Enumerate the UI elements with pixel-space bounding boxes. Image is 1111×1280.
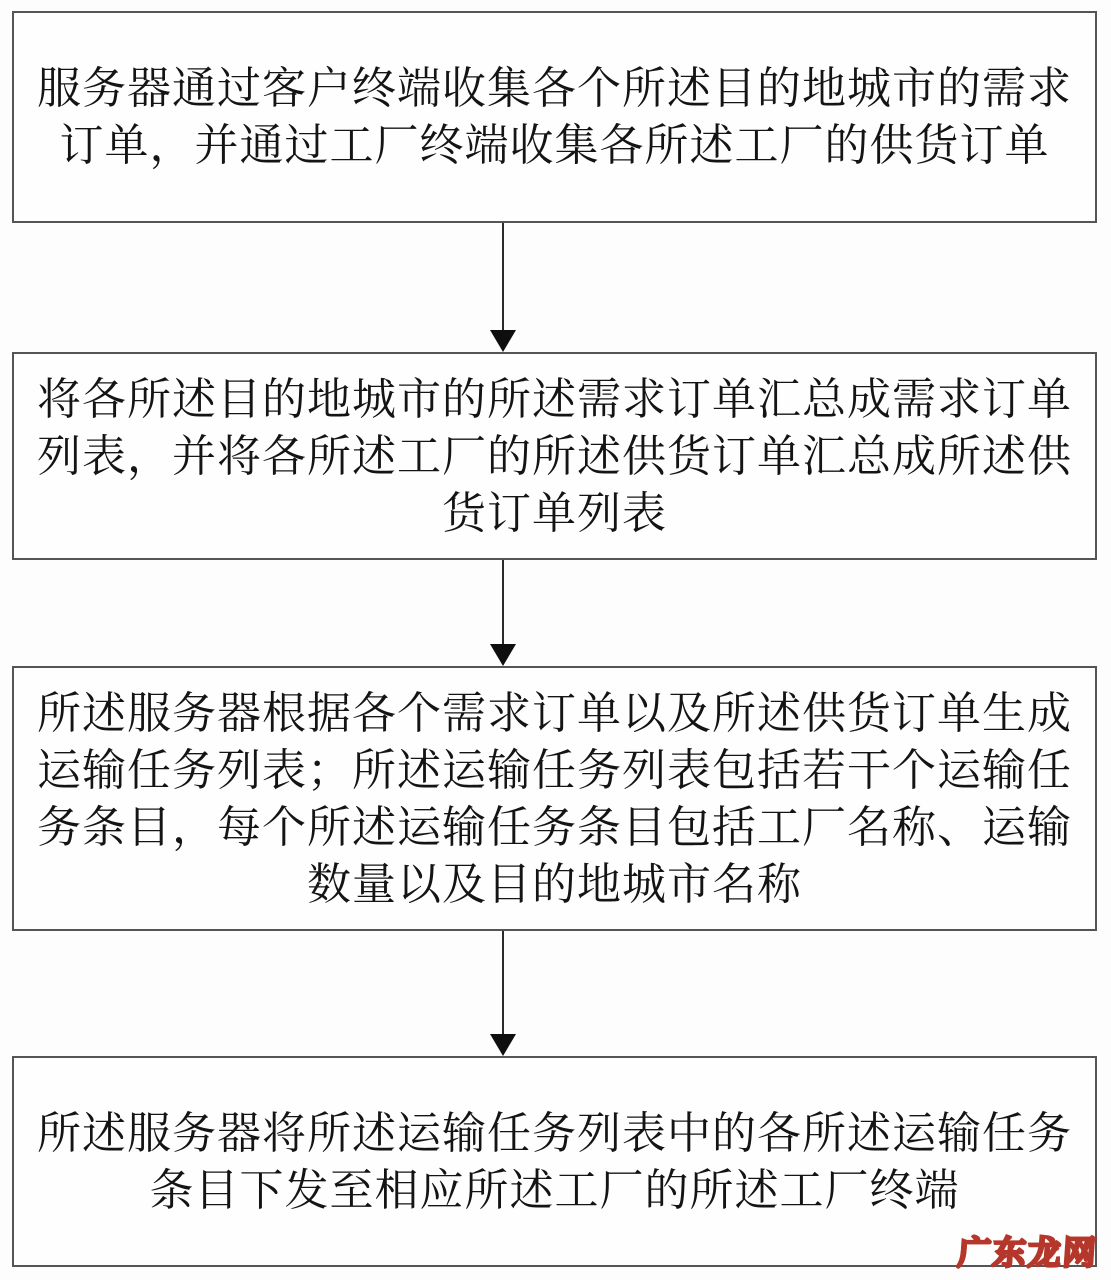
flow-step-2-text-line: 将各所述目的地城市的所述需求订单汇总成需求订单 <box>37 374 1072 424</box>
arrow-shaft <box>502 931 504 1034</box>
flow-step-4-text-line: 所述服务器将所述运输任务列表中的各所述运输任务 <box>37 1108 1072 1158</box>
flow-step-2-box <box>12 352 1097 560</box>
flow-step-4-text-line: 条目下发至相应所述工厂的所述工厂终端 <box>149 1165 960 1215</box>
site-watermark: 广东龙网 <box>956 1234 1100 1271</box>
flow-step-2-text-line: 列表，并将各所述工厂的所述供货订单汇总成所述供 <box>37 431 1072 481</box>
flow-step-3-text-line: 务条目，每个所述运输任务条目包括工厂名称、运输 <box>37 802 1072 852</box>
flow-step-2-text-line: 货订单列表 <box>442 488 667 538</box>
flow-arrow-down-2 <box>489 560 517 666</box>
flow-arrow-down-3 <box>489 931 517 1056</box>
arrow-shaft <box>502 560 504 644</box>
arrow-head-icon <box>490 1034 516 1056</box>
flow-step-1-text-line: 服务器通过客户终端收集各个所述目的地城市的需求 <box>37 64 1072 113</box>
flow-step-3-box <box>12 666 1097 931</box>
flow-step-4-box <box>12 1056 1097 1267</box>
flow-step-1-box <box>12 11 1097 223</box>
flow-step-1-text-line: 订单，并通过工厂终端收集各所述工厂的供货订单 <box>59 121 1050 170</box>
flow-arrow-down-1 <box>489 223 517 352</box>
flow-step-3-text-line: 运输任务列表；所述运输任务列表包括若干个运输任 <box>37 745 1072 795</box>
arrow-head-icon <box>490 330 516 352</box>
arrow-shaft <box>502 223 504 330</box>
flow-step-3-text-line: 数量以及目的地城市名称 <box>307 859 802 909</box>
arrow-head-icon <box>490 644 516 666</box>
flow-step-3-text-line: 所述服务器根据各个需求订单以及所述供货订单生成 <box>37 688 1072 738</box>
